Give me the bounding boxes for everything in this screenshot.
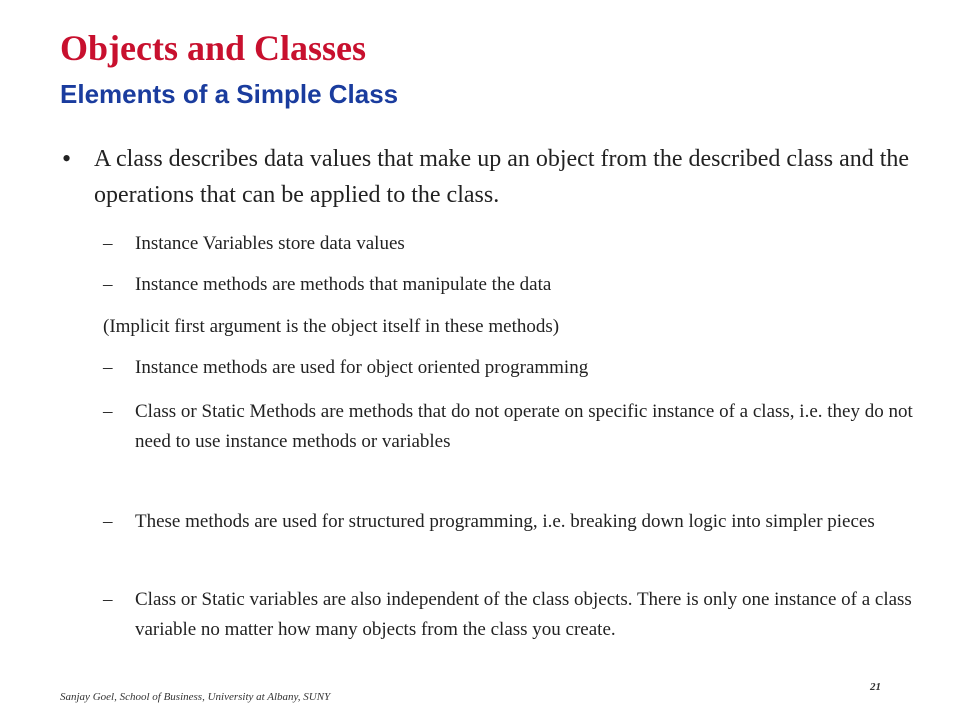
sub-item xyxy=(103,229,913,259)
sub-item xyxy=(103,270,913,300)
sub-item-text: Instance methods are used for object oriented programming xyxy=(135,357,589,378)
sub-item-text: Class or Static variables are also independent of the class objects. There is only one instance of a class variable no matter how many objects from the class you create. xyxy=(135,589,912,640)
footer-attribution: Sanjay Goel, School of Business, University at Albany, SUNY xyxy=(60,691,331,703)
sub-item-text: Instance Variables store data values xyxy=(135,233,405,254)
dash-marker: – xyxy=(103,511,113,532)
dash-marker: – xyxy=(103,589,113,610)
dash-marker: – xyxy=(103,274,113,295)
dash-marker: – xyxy=(103,357,113,378)
slide-title: Objects and Classes xyxy=(60,28,367,68)
sub-item xyxy=(103,585,913,645)
bullet-dot: • xyxy=(62,144,72,173)
dash-marker: – xyxy=(103,233,113,254)
main-bullet-text: A class describes data values that make up an object from the described class and the operations that can be applied to the class. xyxy=(94,146,910,208)
sub-item xyxy=(103,507,913,537)
sub-item xyxy=(103,397,913,457)
sub-item xyxy=(103,353,913,383)
page-number: 21 xyxy=(870,681,881,693)
sub-item-text: These methods are used for structured programming, i.e. breaking down logic into simpler pieces xyxy=(135,511,875,532)
sub-item-text: Instance methods are methods that manipulate the data xyxy=(135,274,552,295)
parenthetical-note: (Implicit first argument is the object itself in these methods) xyxy=(103,316,560,337)
sub-item-text: Class or Static Methods are methods that do not operate on specific instance of a class, i.e. they do not need to use instance methods or variables xyxy=(135,401,913,452)
dash-marker: – xyxy=(103,401,113,422)
slide-subtitle: Elements of a Simple Class xyxy=(60,79,399,109)
